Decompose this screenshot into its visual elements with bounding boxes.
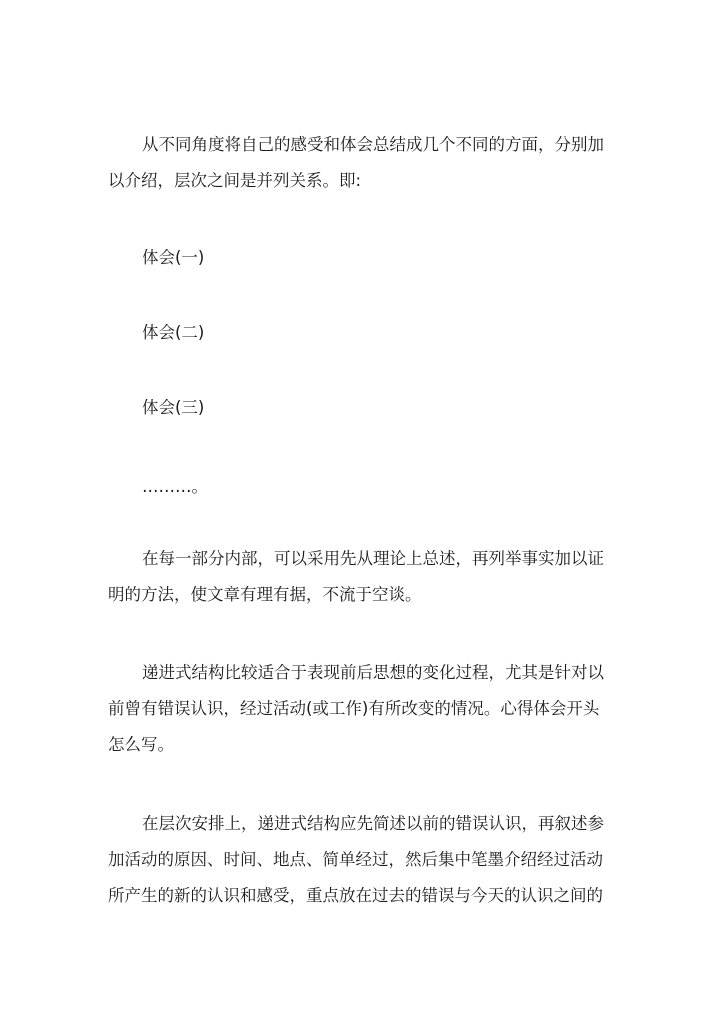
- paragraph-line: 明的方法，使文章有理有据，不流于空谈。: [108, 585, 422, 604]
- paragraph-method: [108, 541, 614, 613]
- paragraph-line: 加活动的原因、时间、地点、简单经过，然后集中笔墨介绍经过活动: [108, 850, 603, 869]
- paragraph-line: 怎么写。: [108, 735, 174, 754]
- paragraph-line: 在层次安排上，递进式结构应先简述以前的错误认识，再叙述参: [142, 814, 604, 833]
- paragraph-line: 在每一部分内部，可以采用先从理论上总述，再列举事实加以证: [142, 549, 604, 568]
- paragraph-line: 所产生的新的认识和感受，重点放在过去的错误与今天的认识之间的: [108, 886, 603, 905]
- paragraph-intro: [108, 127, 614, 199]
- paragraph-line: 递进式结构比较适合于表现前后思想的变化过程，尤其是针对以: [142, 663, 604, 682]
- list-item: 体会(三): [142, 398, 205, 417]
- list-item-ellipsis: ………。: [142, 477, 208, 496]
- paragraph-line: 从不同角度将自己的感受和体会总结成几个不同的方面，分别加: [142, 135, 604, 154]
- list-item: 体会(二): [142, 323, 205, 342]
- list-item: 体会(一): [142, 248, 205, 267]
- paragraph-line: 以介绍，层次之间是并列关系。即:: [108, 171, 362, 190]
- paragraph-arrangement: [108, 806, 614, 914]
- paragraph-progressive: [108, 655, 614, 763]
- paragraph-line: 前曾有错误认识，经过活动(或工作)有所改变的情况。心得体会开头: [108, 699, 600, 718]
